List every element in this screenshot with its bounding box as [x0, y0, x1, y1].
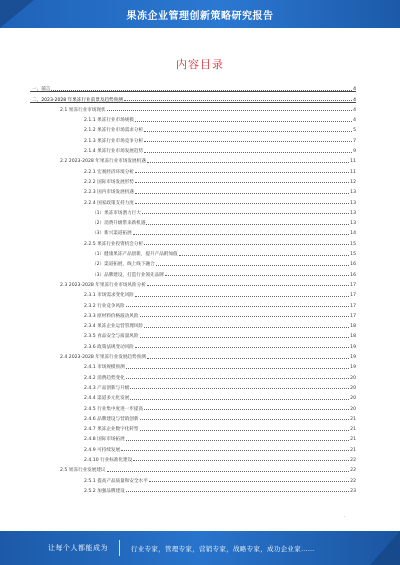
- toc-entry[interactable]: [30, 175, 356, 185]
- toc-heading: 内容目录: [176, 58, 224, 71]
- toc-entry-title: 2.4 2023-2028 年果冻行业发展趋势预测: [60, 355, 146, 361]
- toc-entry[interactable]: [30, 370, 356, 380]
- toc-entry-title: 2.5.1 提高产品质量和安全水平: [84, 478, 148, 484]
- table-of-contents: [30, 82, 356, 505]
- toc-entry-title: 2.4.3 产品创新与升级: [84, 385, 130, 391]
- dot-leader: [144, 244, 349, 245]
- toc-entry[interactable]: [30, 329, 356, 339]
- toc-entry[interactable]: [30, 206, 356, 216]
- dot-leader: [144, 409, 349, 410]
- toc-entry-page: 15: [350, 252, 356, 258]
- toc-entry-title: 2.4.9 可持续发展: [84, 447, 121, 453]
- dot-leader: [147, 162, 349, 163]
- toc-entry-page: 15: [350, 241, 356, 247]
- toc-entry-title: 2.1.2 果冻行业市场需求分析: [84, 128, 144, 134]
- toc-entry-page: 13: [350, 200, 356, 206]
- dot-leader: [140, 430, 350, 431]
- dot-leader: [133, 460, 349, 461]
- toc-entry-title: 2.2.2 国际市场发展形势: [84, 179, 134, 185]
- toc-entry[interactable]: [30, 463, 356, 473]
- dot-leader: [144, 141, 352, 142]
- toc-entry-title: 2.3.2 行业竞争风险: [84, 303, 125, 309]
- toc-entry-title: 2.4.6 品牌建设与营销创新: [84, 416, 139, 422]
- toc-entry-title: （3）新兴渠道拓展: [92, 231, 132, 237]
- toc-entry[interactable]: [30, 113, 356, 123]
- dot-leader: [133, 234, 349, 235]
- dot-leader: [135, 172, 349, 173]
- toc-entry[interactable]: [30, 350, 356, 360]
- toc-entry[interactable]: [30, 381, 356, 391]
- toc-entry-title: 2.1 果冻行业市场现状: [60, 107, 106, 113]
- toc-entry-title: 2.5.2 加强品牌建设: [84, 488, 125, 494]
- toc-entry[interactable]: [30, 164, 356, 174]
- toc-entry[interactable]: [30, 103, 356, 113]
- toc-entry-title: 2.3.3 原材料价格波动风险: [84, 313, 139, 319]
- dot-leader: [135, 182, 349, 183]
- dot-leader: [135, 296, 349, 297]
- toc-entry-title: 2.1.1 果冻行业市场规模: [84, 118, 134, 124]
- toc-entry-title: （1）果冻市场潜力巨大: [92, 210, 141, 216]
- toc-entry-page: 20: [350, 385, 356, 391]
- toc-entry-title: 一、前言: [32, 87, 51, 93]
- toc-entry[interactable]: [30, 144, 356, 154]
- footer-slogan: 让每个人都能成为: [48, 544, 108, 552]
- dot-leader: [179, 255, 350, 256]
- toc-entry[interactable]: [30, 453, 356, 463]
- toc-entry-page: 4: [353, 87, 356, 93]
- toc-entry-title: 2.3.1 市场需求变化风险: [84, 293, 134, 299]
- toc-entry[interactable]: [30, 195, 356, 205]
- toc-entry-title: 2.3.4 果冻企业运营管理风险: [84, 324, 144, 330]
- toc-entry-title: （1）健康果冻产品创新，提升产品附加值: [92, 252, 178, 258]
- toc-entry[interactable]: [30, 185, 356, 195]
- footer-divider: [119, 540, 120, 556]
- report-title: 果冻企业管理创新策略研究报告: [126, 11, 274, 22]
- toc-entry[interactable]: [30, 216, 356, 226]
- dot-leader: [146, 224, 349, 225]
- dot-leader: [144, 327, 349, 328]
- toc-entry[interactable]: [30, 288, 356, 298]
- toc-entry-page: 21: [350, 447, 356, 453]
- toc-entry-page: 13: [350, 190, 356, 196]
- toc-entry[interactable]: [30, 401, 356, 411]
- toc-entry-title: 2.1.3 果冻行业市场竞争分析: [84, 138, 144, 144]
- footer-tags: 行业专家，管理专家，营销专家，战略专家，成功企业家……: [131, 545, 315, 553]
- toc-entry-title: 2.4.10 行业标准化建设: [84, 457, 133, 463]
- dot-leader: [126, 306, 349, 307]
- toc-entry-page: 4: [353, 118, 356, 124]
- toc-entry[interactable]: [30, 473, 356, 483]
- toc-entry-title: 2.2.5 果冻行业投资机会分析: [84, 241, 144, 247]
- toc-entry-page: 19: [350, 344, 356, 350]
- toc-entry-page: 17: [350, 303, 356, 309]
- toc-entry[interactable]: [30, 484, 356, 494]
- dot-leader: [107, 471, 350, 472]
- toc-entry-page: 11: [350, 159, 356, 165]
- toc-entry[interactable]: [30, 257, 356, 267]
- toc-entry[interactable]: [30, 391, 356, 401]
- dot-leader: [135, 121, 352, 122]
- toc-entry-title: 2.4.2 消费趋势变化: [84, 375, 125, 381]
- toc-entry-page: 20: [350, 375, 356, 381]
- dot-leader: [126, 491, 349, 492]
- toc-entry-title: 二、2023-2028 年果冻行业前景及趋势预测: [32, 97, 123, 103]
- toc-entry-page: 22: [350, 478, 356, 484]
- toc-entry-page: 16: [350, 262, 356, 268]
- toc-entry-page: 22: [350, 468, 356, 474]
- toc-entry[interactable]: [30, 298, 356, 308]
- toc-entry-page: 12: [350, 179, 356, 185]
- dot-leader: [144, 131, 352, 132]
- dot-leader: [126, 378, 349, 379]
- toc-entry-page: 19: [350, 365, 356, 371]
- toc-entry-title: 2.2.3 国内市场发展机遇: [84, 190, 134, 196]
- page-marker: ·: [344, 514, 346, 519]
- toc-entry-title: 2.4.1 市场规模预测: [84, 365, 125, 371]
- toc-entry-title: 2.1.4 果冻行业市场发展趋势: [84, 149, 144, 155]
- toc-entry-title: 2.3.6 政策法规变动风险: [84, 344, 134, 350]
- toc-entry-page: 5: [353, 128, 356, 134]
- dot-leader: [135, 193, 349, 194]
- dot-leader: [147, 285, 349, 286]
- dot-leader: [135, 203, 349, 204]
- toc-entry[interactable]: [30, 123, 356, 133]
- toc-entry[interactable]: [30, 278, 356, 288]
- toc-entry-page: 19: [350, 355, 356, 361]
- toc-entry-title: 2.4.7 果冻企业数字化转型: [84, 427, 139, 433]
- toc-entry-title: （2）消费升级带来新机遇: [92, 221, 146, 227]
- toc-entry-page: 9: [353, 149, 356, 155]
- toc-entry-title: 2.4.4 渠道多元化发展: [84, 396, 130, 402]
- toc-entry-page: 21: [350, 427, 356, 433]
- toc-entry-page: 17: [350, 293, 356, 299]
- toc-entry[interactable]: [30, 236, 356, 246]
- footer-corner-decoration: [370, 531, 400, 565]
- dot-leader: [165, 275, 349, 276]
- toc-entry-page: 16: [350, 272, 356, 278]
- dot-leader: [140, 419, 350, 420]
- toc-entry-page: 22: [350, 457, 356, 463]
- toc-entry-page: 20: [350, 406, 356, 412]
- toc-entry-title: 2.2.4 国家政策支持力度: [84, 200, 134, 206]
- dot-leader: [144, 152, 352, 153]
- toc-entry-page: 4: [353, 107, 356, 113]
- toc-entry-page: 13: [350, 210, 356, 216]
- dot-leader: [147, 358, 349, 359]
- toc-entry-title: 2.3.5 食品安全与质量风险: [84, 334, 139, 340]
- toc-entry[interactable]: [30, 154, 356, 164]
- toc-entry-page: 18: [350, 324, 356, 330]
- toc-entry-page: 21: [350, 437, 356, 443]
- toc-entry-page: 14: [350, 231, 356, 237]
- toc-entry-title: （2）渠道拓展，线上线下融合: [92, 262, 155, 268]
- toc-entry[interactable]: [30, 309, 356, 319]
- toc-entry-page: 17: [350, 282, 356, 288]
- toc-entry-page: 17: [350, 313, 356, 319]
- toc-entry-title: 2.2 2023-2028 年果冻行业市场发展机遇: [60, 159, 146, 165]
- dot-leader: [135, 347, 349, 348]
- toc-entry-title: （3）品牌建设，打造行业领先品牌: [92, 272, 164, 278]
- dot-leader: [126, 440, 349, 441]
- footer-bar: [0, 531, 400, 565]
- toc-entry-page: 20: [350, 396, 356, 402]
- toc-entry-title: 2.2.1 宏观经济环境分析: [84, 169, 134, 175]
- divider: [30, 91, 356, 92]
- dot-leader: [130, 399, 349, 400]
- toc-entry[interactable]: [30, 442, 356, 452]
- header-bar: [0, 0, 400, 28]
- toc-entry-page: 13: [350, 221, 356, 227]
- dot-leader: [149, 481, 349, 482]
- toc-entry-title: 2.3 2023-2028 年果冻行业市场风险分析: [60, 282, 146, 288]
- divider: [30, 102, 356, 103]
- toc-entry-page: 23: [350, 488, 356, 494]
- toc-entry[interactable]: [30, 432, 356, 442]
- toc-entry-title: 2.5 果冻行业发展建议: [60, 468, 106, 474]
- toc-entry[interactable]: [30, 422, 356, 432]
- toc-entry[interactable]: [30, 226, 356, 236]
- toc-entry[interactable]: [30, 267, 356, 277]
- toc-entry-title: 2.4.5 行业集中度进一步提高: [84, 406, 144, 412]
- toc-entry-title: 2.4.8 国际市场拓展: [84, 437, 125, 443]
- toc-entry-page: 7: [353, 138, 356, 144]
- dot-leader: [142, 213, 349, 214]
- dot-leader: [140, 337, 350, 338]
- toc-entry[interactable]: [30, 133, 356, 143]
- toc-entry-page: 21: [350, 416, 356, 422]
- toc-entry[interactable]: [30, 412, 356, 422]
- dot-leader: [121, 450, 349, 451]
- dot-leader: [156, 265, 349, 266]
- dot-leader: [130, 388, 349, 389]
- dot-leader: [126, 368, 349, 369]
- toc-entry-page: 11: [350, 169, 356, 175]
- toc-entry-page: 4: [353, 97, 356, 103]
- dot-leader: [140, 316, 350, 317]
- toc-entry-page: 18: [350, 334, 356, 340]
- toc-entry[interactable]: [30, 360, 356, 370]
- toc-entry[interactable]: [30, 247, 356, 257]
- toc-entry[interactable]: [30, 339, 356, 349]
- toc-entry[interactable]: [30, 319, 356, 329]
- dot-leader: [107, 110, 353, 111]
